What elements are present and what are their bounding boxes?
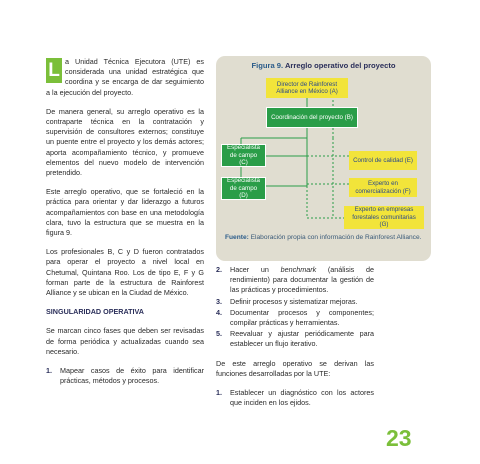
list-item xyxy=(216,297,374,307)
list-text: Mapear casos de éxito para identificar prácticas, métodos y procesos. xyxy=(60,366,204,386)
node-experto-comercializacion-f: Experto en comercialización (F) xyxy=(349,178,417,197)
list-text-post: (análisis de rendimiento) para documentar la gestión de las prácticas y procedimientos. xyxy=(230,265,374,295)
right-column xyxy=(216,265,374,417)
paragraph-1: De manera general, su arreglo operativo es la contraparte técnica en la contratación y supervisión de consultores externos; constituye un puente entre el proyecto y los demás actores; aporta acompañamiento técnico, y promueve elementos del nuevo modelo de intervención pretendido. xyxy=(46,106,204,178)
paragraph-2: Este arreglo operativo, que se fortaleció en la práctica para orientar y dar liderazgo a futuros acompañamientos con base en una metodología clara, tuvo la estructura que se muestra en la figura 9. xyxy=(46,187,204,238)
figure-source-text: Elaboración propia con información de Rainforest Alliance. xyxy=(248,234,422,241)
list-item xyxy=(216,265,374,296)
section-heading: SINGULARIDAD OPERATIVA xyxy=(46,307,144,317)
list-number: 1. xyxy=(216,388,222,398)
dropcap: L xyxy=(46,58,62,83)
list-number: 4. xyxy=(216,307,222,317)
intro-paragraph xyxy=(46,57,204,98)
intro-text: a Unidad Técnica Ejecutora (UTE) es considerada una unidad estratégica que coordina y se encarga de dar seguimiento a la ejecución del proyecto. xyxy=(46,57,204,97)
right-paragraph: De este arreglo operativo se derivan las funciones desarrolladas por la UTE: xyxy=(216,358,374,378)
right-list xyxy=(216,265,374,350)
list-text: Reevaluar y ajustar periódicamente para establecer un flujo iterativo. xyxy=(230,329,374,349)
figure-title-label: Figura 9. xyxy=(251,61,284,70)
list-item xyxy=(216,388,374,408)
figure-9 xyxy=(216,56,431,261)
section-paragraph: Se marcan cinco fases que deben ser revisadas de forma periódica y actualizadas cuando sea necesario. xyxy=(46,326,204,356)
figure-source-label: Fuente: xyxy=(225,234,249,241)
node-especialista-c: Especialista de campo (C) xyxy=(221,144,266,167)
node-especialista-d: Especialista de campo (D) xyxy=(221,177,266,200)
page-number: 23 xyxy=(386,425,412,451)
list-item xyxy=(46,366,204,386)
list-text-emphasis: benchmark xyxy=(280,265,317,274)
left-list xyxy=(46,366,204,386)
left-column xyxy=(46,57,204,395)
list-text: Establecer un diagnóstico con los actores que inciden en los ejidos. xyxy=(230,388,374,408)
right-list-2 xyxy=(216,388,374,408)
list-text: Definir procesos y sistematizar mejoras. xyxy=(230,296,358,306)
list-item xyxy=(216,308,374,328)
node-coordinacion-b: Coordinación del proyecto (B) xyxy=(266,107,358,128)
paragraph-3: Los profesionales B, C y D fueron contratados para operar el proyecto a nivel local en Chetumal, Quintana Roo. Los de tipo E, F y G forman parte de la estructura de Rainforest Alliance y se ubican en la Ciudad de México. xyxy=(46,247,204,298)
node-experto-empresas-g: Experto en empresas forestales comunitarias (G) xyxy=(344,206,424,229)
list-item xyxy=(216,329,374,349)
figure-title-text: Arreglo operativo del proyecto xyxy=(283,61,396,70)
list-number: 2. xyxy=(216,265,222,274)
figure-source xyxy=(225,234,425,243)
node-director-a: Director de Rainforest Alliance en México (A) xyxy=(266,78,348,98)
list-number: 1. xyxy=(46,366,52,376)
list-text xyxy=(230,265,374,296)
list-number: 5. xyxy=(216,329,222,339)
node-control-calidad-e: Control de calidad (E) xyxy=(349,151,417,170)
list-text-pre: Hacer un xyxy=(230,265,281,274)
list-number: 3. xyxy=(216,296,222,306)
list-text: Documentar procesos y componentes; compilar prácticas y herramientas. xyxy=(230,307,374,328)
